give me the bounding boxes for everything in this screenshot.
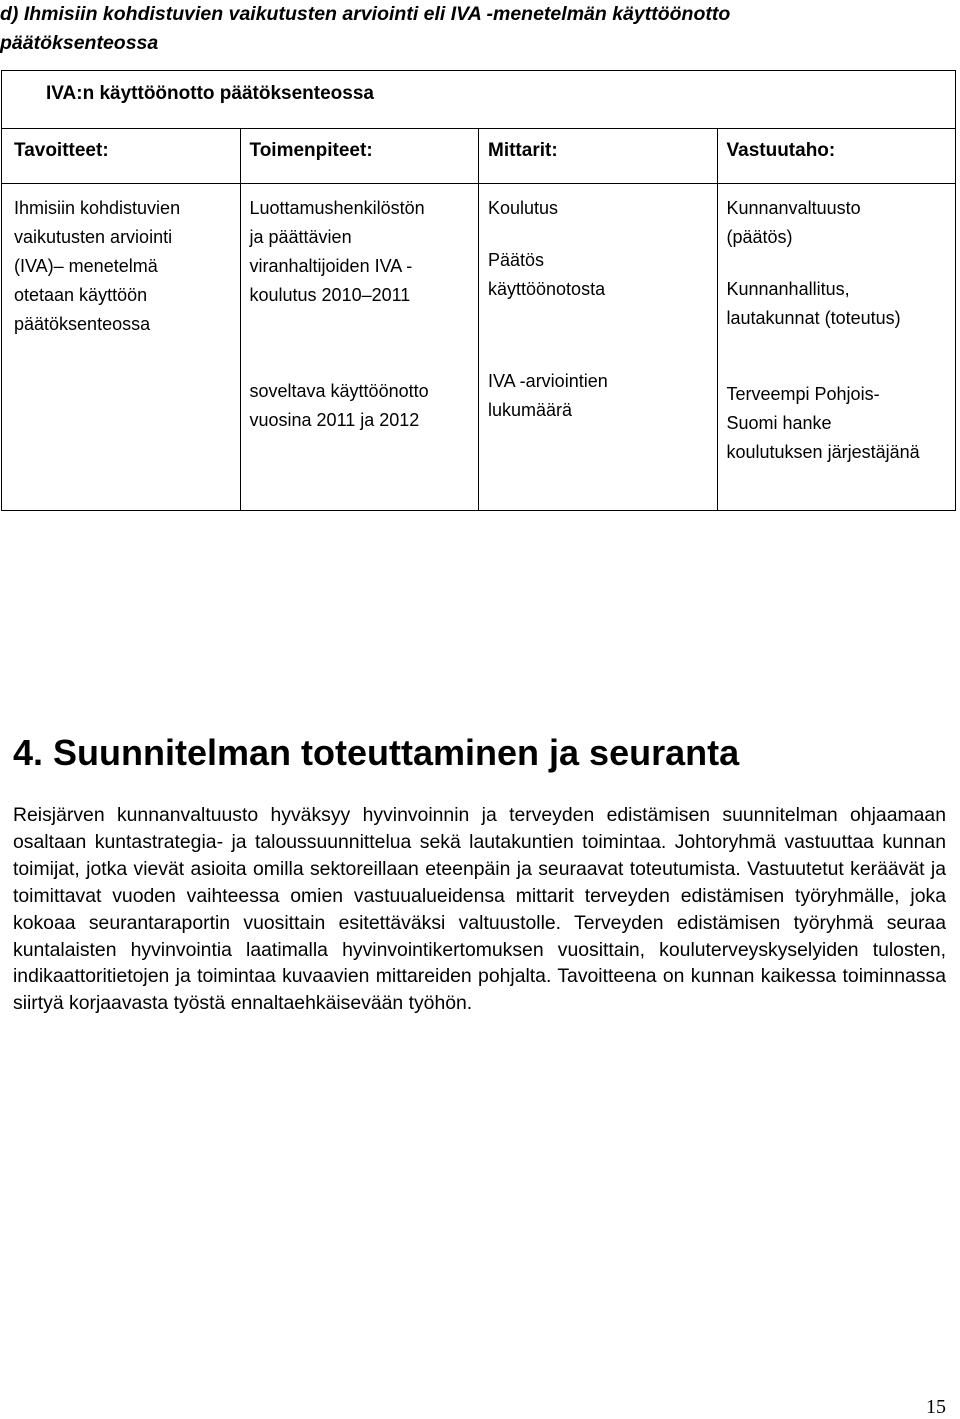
cell-line: IVA -arviointien: [488, 371, 608, 391]
cell-line: otetaan käyttöön: [14, 285, 148, 305]
cell-block-bottom: [488, 367, 709, 425]
cell-block-top: [727, 275, 948, 333]
heading-line: päätöksenteossa: [0, 32, 159, 54]
cell-line: (päätös): [726, 227, 793, 247]
cell-vastuutaho: [717, 184, 956, 511]
header-mittarit: Mittarit:: [479, 129, 718, 184]
cell-line: (IVA)– menetelmä: [14, 256, 158, 276]
cell-block-bottom: [250, 377, 471, 435]
page-number: 15: [926, 1396, 946, 1418]
cell-line: Kunnanhallitus,: [726, 279, 850, 299]
cell-line: Luottamushenkilöstön: [249, 198, 425, 218]
cell-block-top: [250, 194, 471, 310]
cell-spacer: [488, 304, 709, 367]
cell-line: Terveempi Pohjois-: [726, 384, 880, 404]
cell-line: Kunnanvaltuusto: [726, 198, 861, 218]
cell-line: Koulutus: [488, 198, 559, 218]
body-paragraph: Reisjärven kunnanvaltuusto hyväksyy hyvinvoinnin ja terveyden edistämisen suunnitelman ohjaamaan osaltaan kuntastrategia- ja taloussuunnittelua sekä lautakuntien toimintaa. Johtoryhmä vastuuttaa kunnan toimijat, jotka vievät asioita omilla sektoreillaan eteenpäin ja seuraavat toteutumista. Vastuutetut keräävät ja toimittavat vuoden vaihteessa omien vastuualueidensa mittarit terveyden edistämisen työryhmälle, joka kokoaa seurantaraportin vuosittain esitettäväksi valtuustolle. Terveyden edistämisen työryhmä seuraa kuntalaisten hyvinvointia laatimalla hyvinvointikertomuksen vuosittain, kouluterveyskyselyiden tulosten, indikaattoritietojen ja toimintaa kuvaavien mittareiden pohjalta. Tavoitteena on kunnan kaikessa toiminnassa siirtyä korjaavasta työstä ennaltaehkäisevään työhön.: [13, 804, 946, 1015]
cell-toimenpiteet: [240, 184, 479, 511]
cell-line: lautakunnat (toteutus): [726, 308, 901, 328]
section-heading: [0, 0, 900, 58]
header-toimenpiteet: Toimenpiteet:: [240, 129, 479, 184]
cell-line: viranhaltijoiden IVA -: [249, 256, 413, 276]
cell-block-top: [488, 246, 709, 304]
cell-line: ja päättävien: [249, 227, 352, 247]
cell-spacer: [727, 333, 948, 380]
cell-line: soveltava käyttöönotto: [249, 381, 429, 401]
cell-line: vaikutusten arviointi: [14, 227, 173, 247]
cell-block-bottom: [727, 380, 948, 467]
cell-line: päätöksenteossa: [14, 314, 151, 334]
cell-mittarit: [479, 184, 718, 511]
cell-line: koulutus 2010–2011: [249, 285, 411, 305]
header-tavoitteet: Tavoitteet:: [2, 129, 241, 184]
cell-spacer: [488, 223, 709, 246]
cell-line: vuosina 2011 ja 2012: [249, 410, 420, 430]
cell-line: lukumäärä: [488, 400, 573, 420]
cell-line: Päätös: [488, 250, 545, 270]
header-vastuutaho: Vastuutaho:: [717, 129, 956, 184]
cell-line: Ihmisiin kohdistuvien: [14, 198, 181, 218]
cell-spacer: [250, 310, 471, 377]
cell-line: koulutuksen järjestäjänä: [726, 442, 920, 462]
cell-tavoitteet: [2, 184, 241, 511]
iva-table: [1, 70, 956, 511]
section-title: 4. Suunnitelman toteuttaminen ja seuranta: [13, 732, 740, 773]
cell-spacer: [727, 252, 948, 275]
heading-line: d) Ihmisiin kohdistuvien vaikutusten arviointi eli IVA -menetelmän käyttöönotto: [0, 3, 731, 25]
table-title: IVA:n käyttöönotto päätöksenteossa: [2, 71, 956, 129]
cell-line: Suomi hanke: [726, 413, 832, 433]
cell-line: käyttöönotosta: [488, 279, 606, 299]
cell-block-top: [727, 194, 948, 252]
